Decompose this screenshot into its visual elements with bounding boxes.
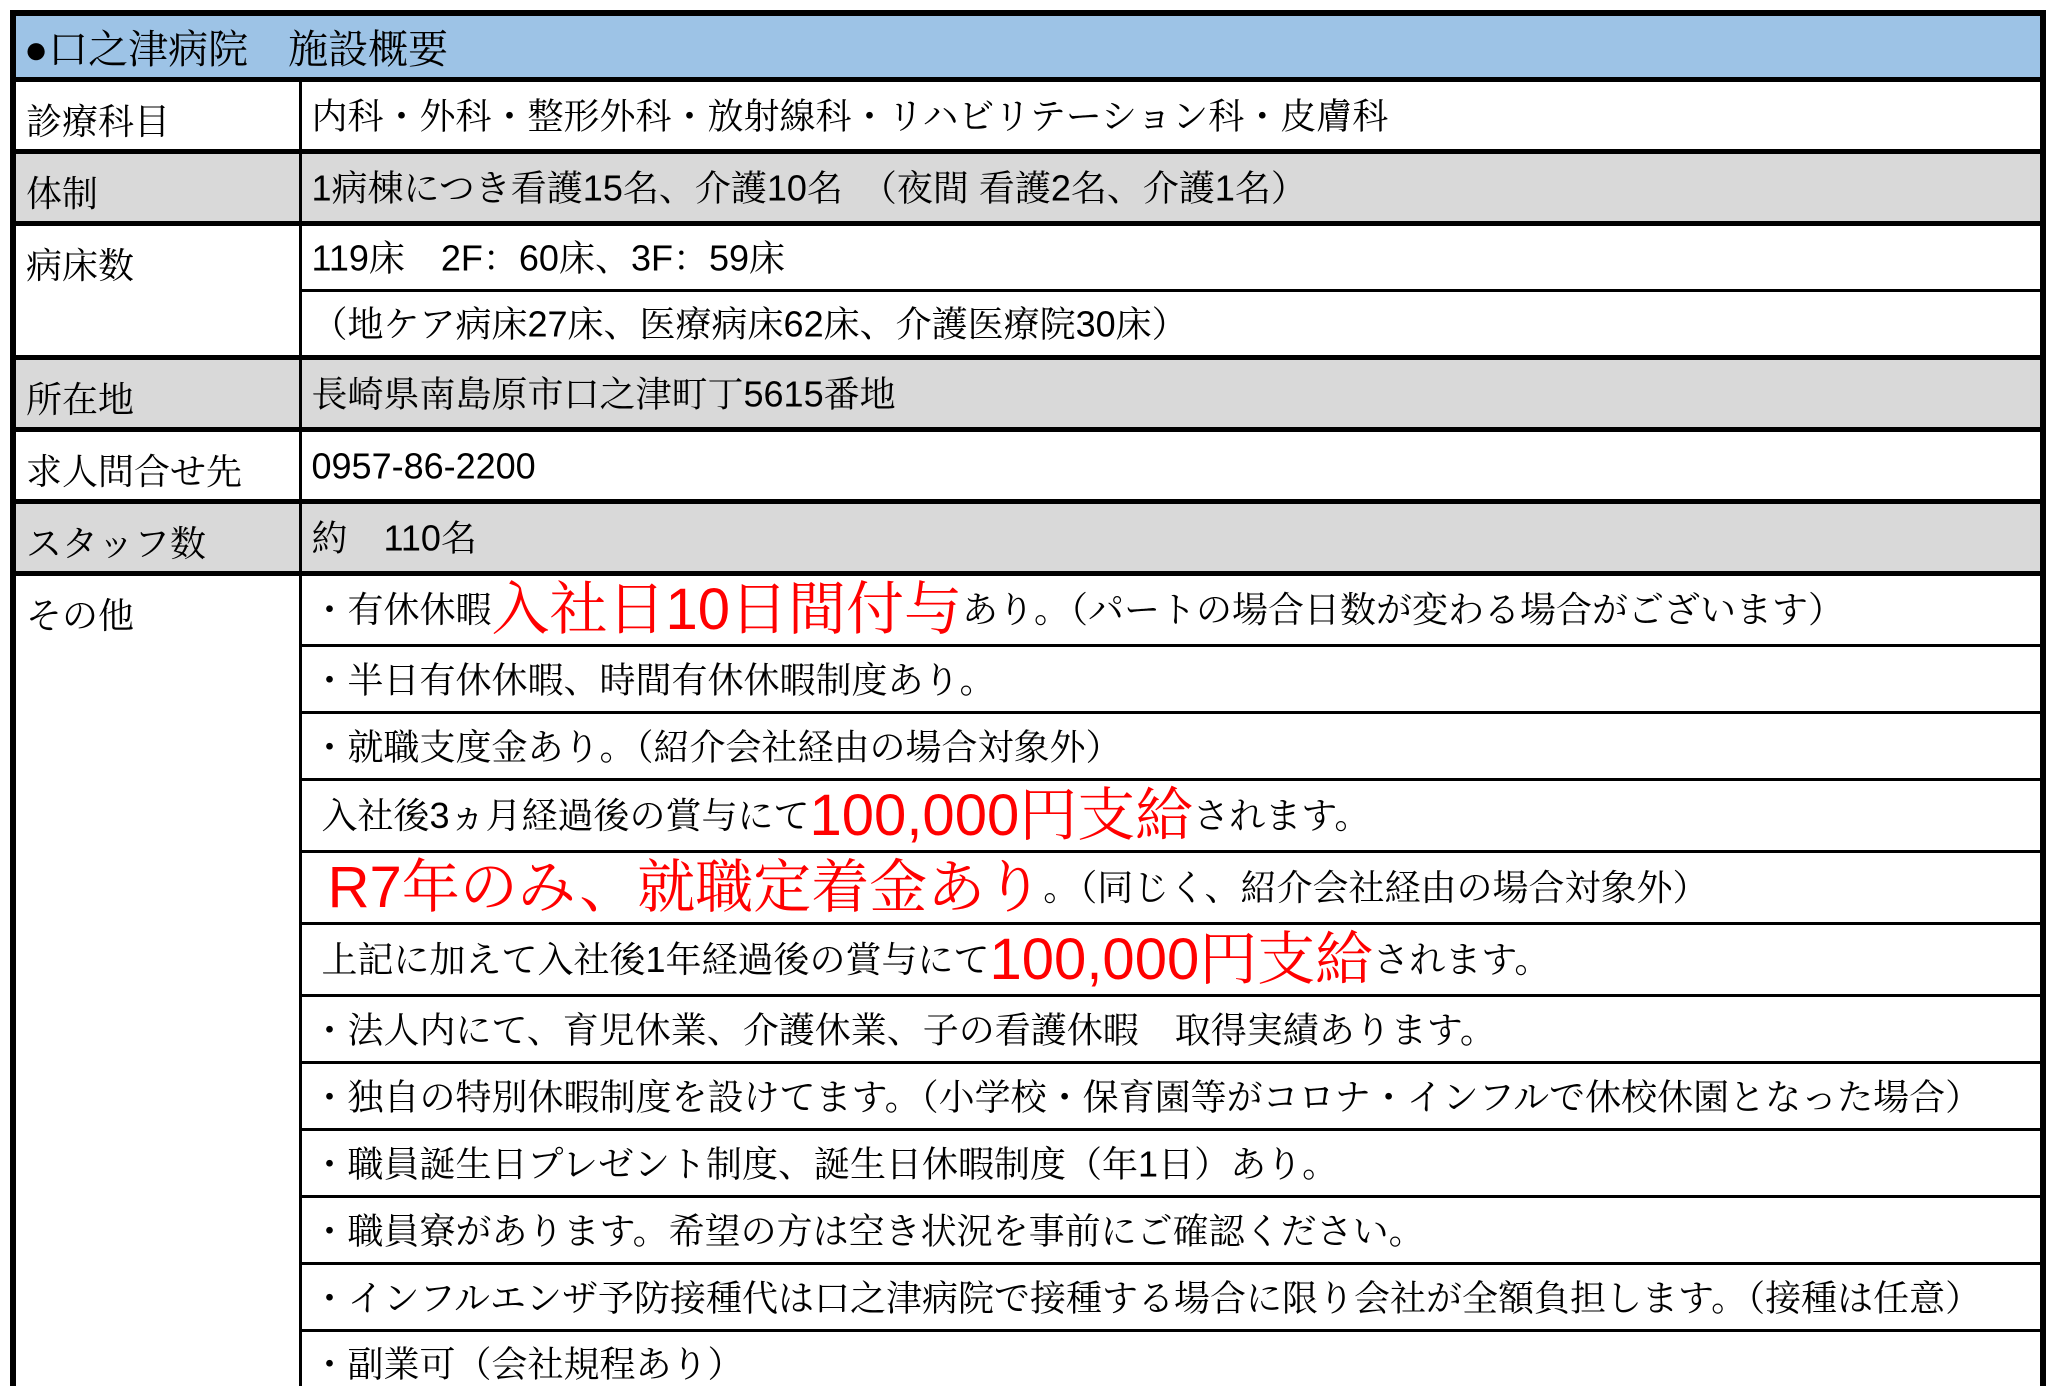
row-label: 求人問合せ先 [13,430,300,502]
table-row [13,224,2043,291]
table-row [13,1130,2043,1197]
row-label: その他 [13,574,300,1386]
row-value [300,80,2043,152]
text-segment: （地ケア病床27床、医療病床62床、介護医療院30床） [311,303,1188,345]
row-value [300,1130,2043,1197]
text-segment: ・法人内にて、育児休業、介護休業、子の看護休暇 取得実績あります。 [311,1008,1496,1050]
text-segment: ・就職支度金あり。（紹介会社経由の場合対象外） [311,725,1122,767]
table-row [13,502,2043,574]
highlight-text: R7年のみ、就職定着金あり [311,854,1044,920]
text-segment: ・職員誕生日プレゼント制度、誕生日休暇制度（年1日）あり。 [311,1142,1339,1184]
text-segment: 内科・外科・整形外科・放射線科・リハビリテーション科・皮膚科 [311,95,1389,137]
highlight-text: 100,000円支給 [989,926,1374,992]
row-value [300,358,2043,430]
highlight-text: 入社日10日間付与 [491,577,963,642]
table-row [13,291,2043,358]
text-segment: ・半日有休休暇、時間有休休暇制度あり。 [311,658,996,700]
text-segment: 。（同じく、紹介会社経由の場合対象外） [1043,866,1709,908]
row-value [300,646,2043,713]
text-segment: 1病棟につき看護15名、介護10名 （夜間 看護2名、介護1名） [311,167,1307,209]
table-row [13,646,2043,713]
text-segment: 0957-86-2200 [311,445,536,487]
table-row [13,1331,2043,1386]
row-value [300,224,2043,291]
row-label: 診療科目 [13,80,300,152]
table-row [13,1063,2043,1130]
table-title: ●口之津病院 施設概要 [13,13,2043,80]
table-header-row [13,13,2043,80]
table-row [13,1264,2043,1331]
row-value [300,430,2043,502]
row-value [300,152,2043,224]
table-row [13,780,2043,852]
row-value [300,1264,2043,1331]
table-row [13,852,2043,924]
row-value [300,1197,2043,1264]
table-row [13,430,2043,502]
text-segment: ・インフルエンザ予防接種代は口之津病院で接種する場合に限り会社が全額負担します。（接種は任意） [311,1276,1982,1318]
row-value [300,713,2043,780]
row-value [300,502,2043,574]
table-row [13,80,2043,152]
text-segment: あり。（パートの場合日数が変わる場合がございます） [962,589,1845,630]
text-segment: ・職員寮があります。希望の方は空き状況を事前にご確認ください。 [311,1209,1425,1251]
facility-overview-table [10,10,2046,1386]
text-segment: ・副業可（会社規程あり） [311,1343,744,1385]
row-label: 体制 [13,152,300,224]
row-value [300,291,2043,358]
text-segment: 長崎県南島原市口之津町丁5615番地 [311,373,896,415]
table-row [13,574,2043,646]
text-segment: ・有休休暇 [311,589,492,630]
row-value [300,1063,2043,1130]
row-value [300,924,2043,996]
row-value [300,1331,2043,1386]
table-row [13,1197,2043,1264]
row-label: 病床数 [13,224,300,358]
text-segment: 119床 2F：60床、3F：59床 [311,237,786,279]
text-segment: されます。 [1373,938,1551,980]
table-row [13,996,2043,1063]
row-value [300,852,2043,924]
text-segment: 上記に加えて入社後1年経過後の賞与にて [311,938,990,980]
row-value [300,574,2043,646]
row-value [300,996,2043,1063]
table-row [13,713,2043,780]
table-row [13,358,2043,430]
text-segment: 入社後3ヵ月経過後の賞与にて [311,794,810,836]
row-label: スタッフ数 [13,502,300,574]
text-segment: されます。 [1193,794,1371,836]
table-row [13,924,2043,996]
table-row [13,152,2043,224]
text-segment: 約 110名 [311,517,477,559]
text-segment: ・独自の特別休暇制度を設けてます。（小学校・保育園等がコロナ・インフルで休校休園となった場合） [311,1075,1982,1117]
row-label: 所在地 [13,358,300,430]
highlight-text: 100,000円支給 [809,782,1194,848]
row-value [300,780,2043,852]
